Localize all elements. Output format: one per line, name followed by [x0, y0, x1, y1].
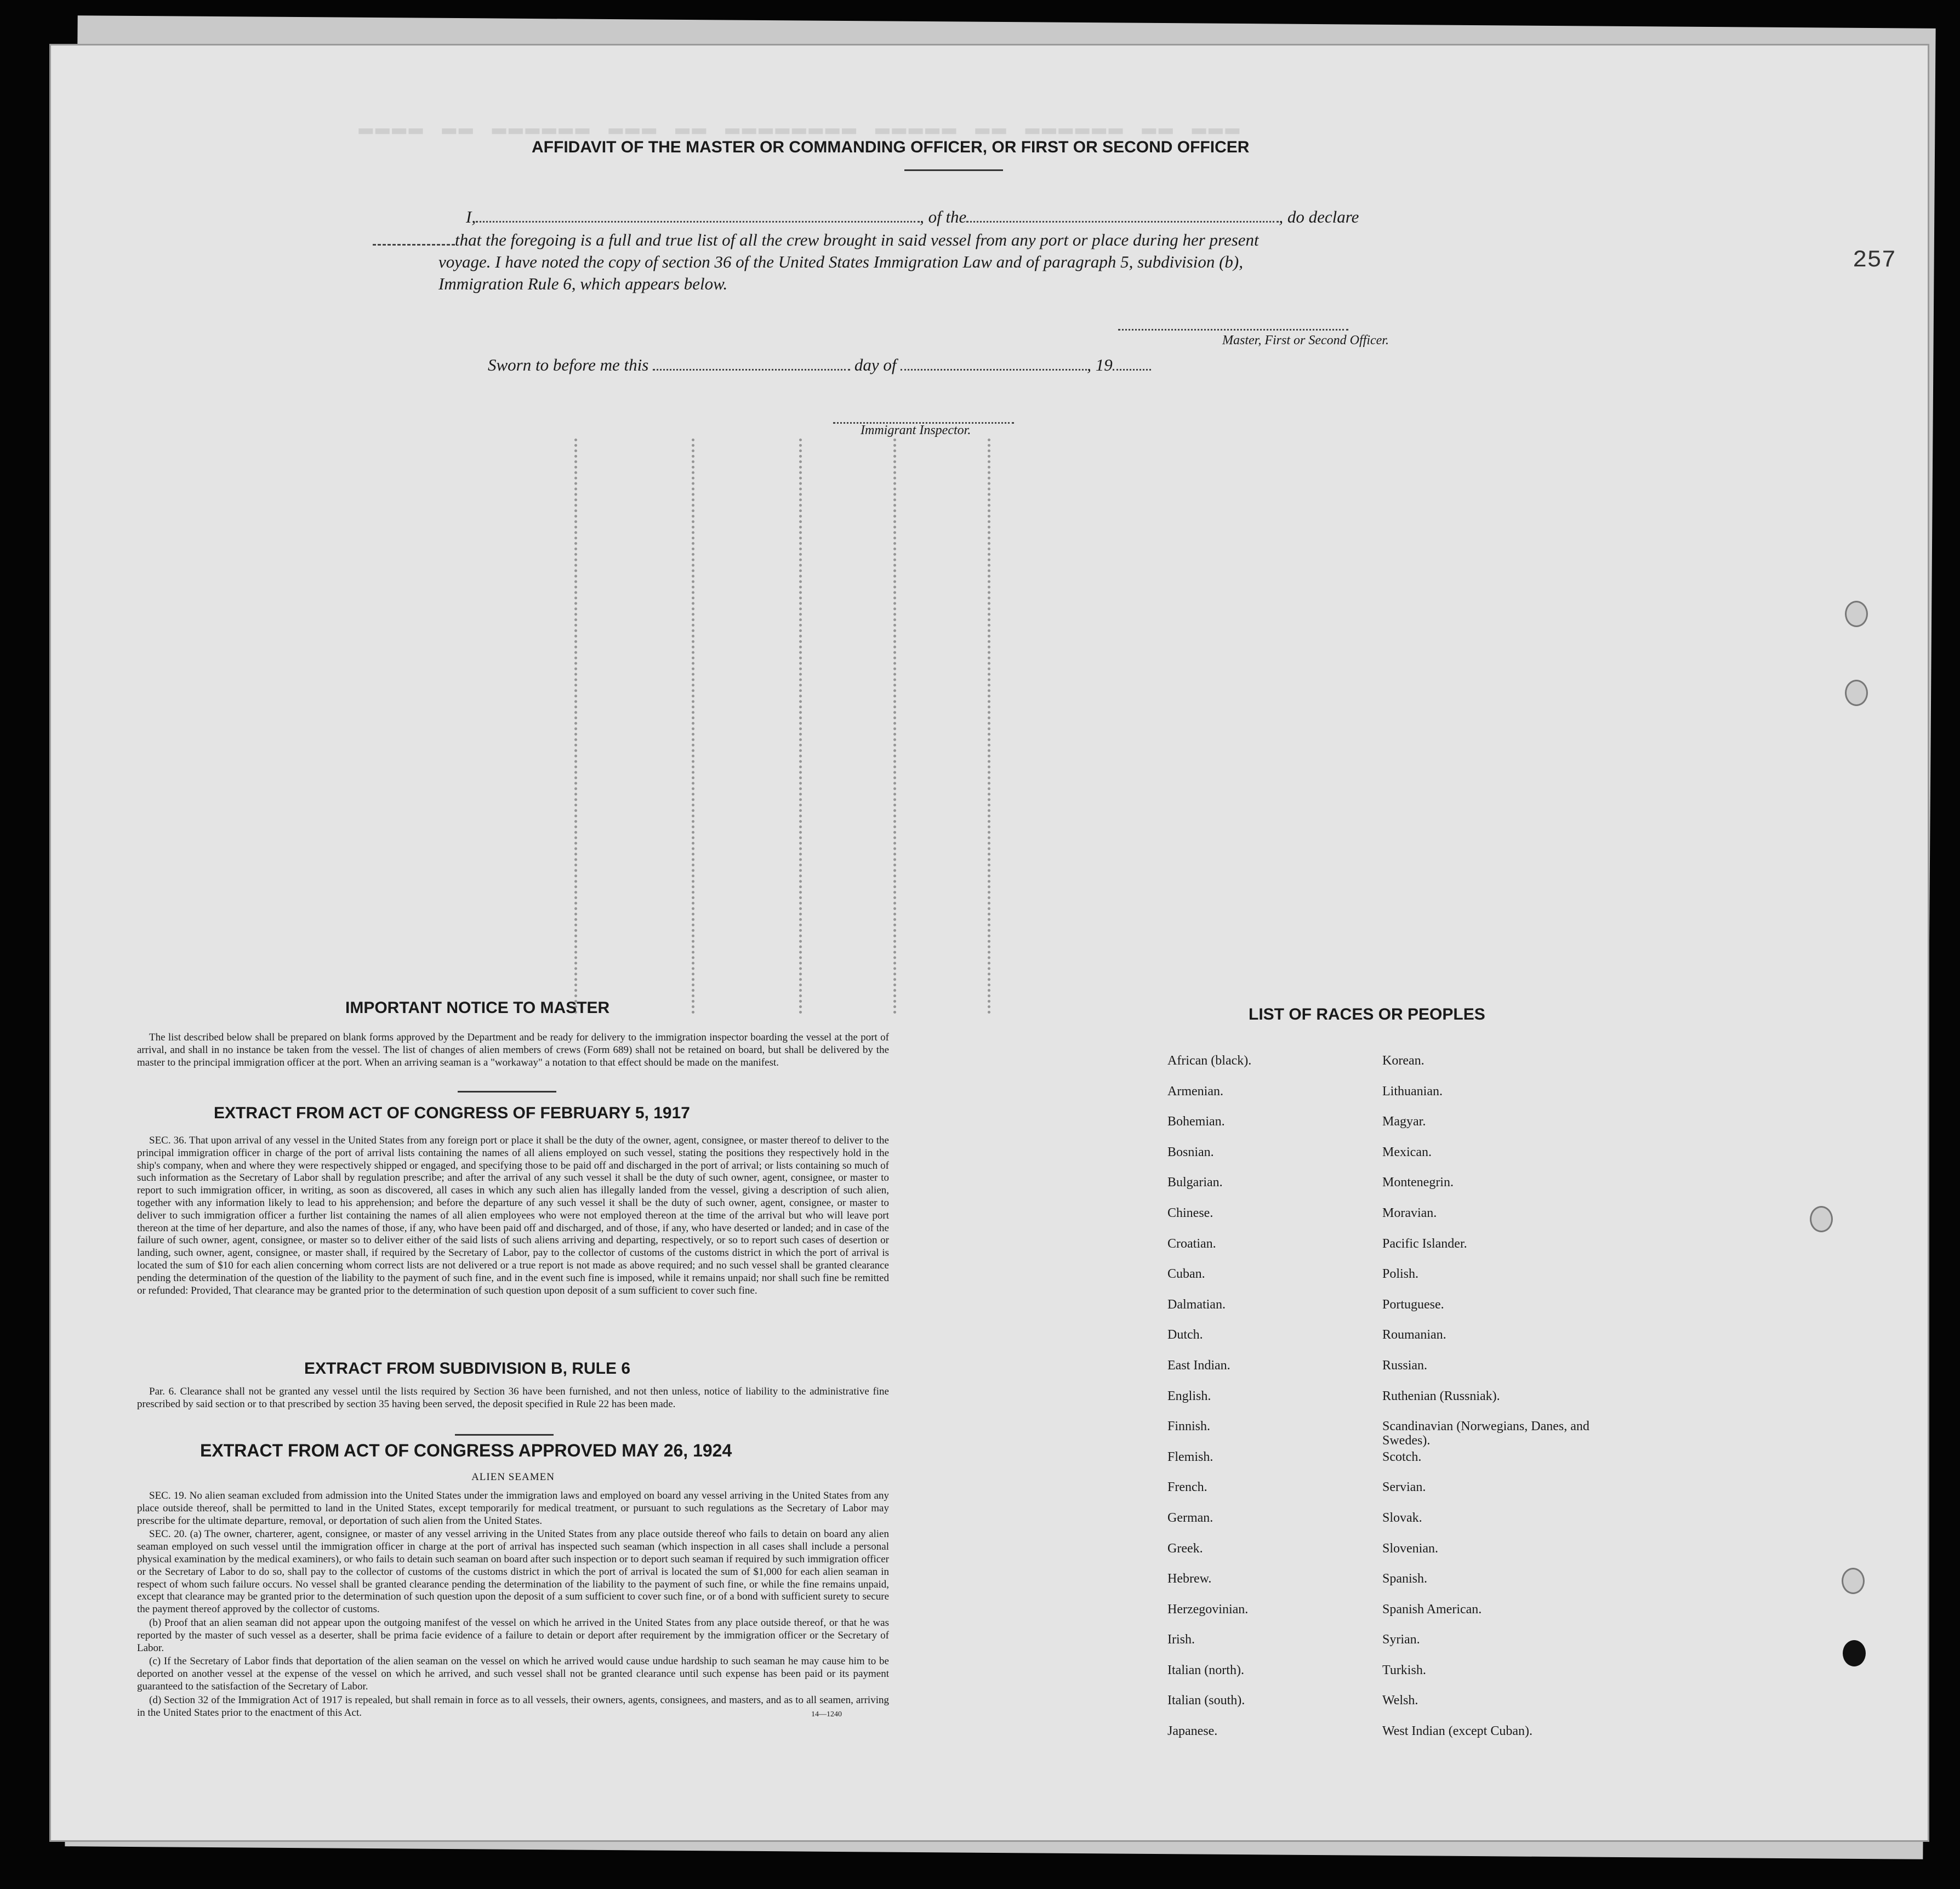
race-item: Spanish American.	[1382, 1602, 1482, 1617]
race-item: Herzegovinian.	[1167, 1602, 1249, 1617]
race-item: Syrian.	[1382, 1632, 1420, 1647]
race-item: Irish.	[1167, 1632, 1195, 1647]
race-item: Flemish.	[1167, 1449, 1213, 1464]
race-item: Armenian.	[1167, 1084, 1223, 1099]
manifest-back-page	[49, 44, 1929, 1842]
race-item: Italian (north).	[1167, 1663, 1244, 1677]
affidavit-of-the: , of the	[920, 207, 967, 226]
extract-1917-text: SEC. 36. That upon arrival of any vessel in the United States from any foreign port or place it shall be the duty of the owner, agent, consignee, or master thereof to deliver to the principal immigration officer in charge of the port of arrival lists containing the names of all aliens employed on such vessel, stating the positions they respectively hold in the ship's company, when and where they were respectively shipped or engaged, and specifying those to be paid off and discharged in the port of arrival; or lists containing so much of such information as the Secretary of Labor shall by regulation prescribe; and after the arrival of any such vessel it shall be the duty of such owner, agent, consignee, or master to report to such immigration officer, in writing, as soon as discovered, all cases in which any such alien has illegally landed from the vessel, giving a description of such alien, together with any information likely to lead to his apprehension; and before the departure of any such vessel it shall be the duty of such owner, agent, consignee, or master to deliver to such immigration officer a further list containing the names of all alien employees who were not employed thereon at the time of the arrival but who will leave port thereon at the time of her departure, and also the names of those, if any, who have been paid off and discharged, and of those, if any, who have deserted or landed; and in case of the failure of such owner, agent, consignee, or master so to deliver either of the said lists of such aliens arriving and departing, respectively, or so to report such cases of desertion or landing, such owner, agent, consignee, or master shall, if required by the Secretary of Labor, pay to the collector of customs of the customs district in which the port of arrival is located the sum of $10 for each alien concerning whom correct lists are not delivered or a true report is not made as above required; and no such vessel shall be granted clearance pending the determination of the question of the liability to the payment of such fine, and in the event such fine is imposed, while it remains unpaid; nor shall such fine be remitted or refunded: Provided, That clearance may be granted prior to the determination of such question upon deposit of a sum sufficient to cover such fine.	[137, 1135, 889, 1296]
race-item: Chinese.	[1167, 1205, 1213, 1220]
race-item: Italian (south).	[1167, 1693, 1245, 1708]
race-item: Spanish.	[1382, 1572, 1428, 1586]
affidavit-line4: Immigration Rule 6, which appears below.	[438, 274, 728, 293]
race-item: Dalmatian.	[1167, 1297, 1226, 1312]
punch-hole	[1845, 680, 1868, 706]
race-item: Mexican.	[1382, 1145, 1432, 1159]
affidavit-line2: that the foregoing is a full and true list of all the crew brought in said vessel from any port or place during her present	[373, 230, 1259, 250]
rule6-divider	[455, 1434, 554, 1436]
race-item: Magyar.	[1382, 1114, 1426, 1129]
signature-line	[1118, 329, 1348, 331]
race-item: African (black).	[1167, 1054, 1252, 1068]
race-item: Ruthenian (Russniak).	[1382, 1389, 1500, 1403]
affidavit-title: AFFIDAVIT OF THE MASTER OR COMMANDING OFFICER, OR FIRST OR SECOND OFFICER	[532, 138, 1250, 156]
bleed-through-column-rule	[893, 439, 896, 1014]
race-item: Roumanian.	[1382, 1328, 1446, 1342]
race-item: East Indian.	[1167, 1358, 1230, 1373]
race-item: Dutch.	[1167, 1328, 1203, 1342]
affidavit-line3: voyage. I have noted the copy of section 36 of the United States Immigration Law and of paragraph 5, subdivision (b),	[438, 252, 1243, 271]
race-item: Welsh.	[1382, 1693, 1418, 1708]
sec-20a: SEC. 20. (a) The owner, charterer, agent, consignee, or master of any vessel arriving in the United States from any place outside thereof who fails to detain on board any alien seaman employed on such vessel until the immigration officer in charge at the port of arrival has inspected such seaman (which inspection in all cases shall include a personal physical examination by the medical examiners), or who fails to detain such seaman on board after such inspection or to deport such seaman if required by such immigration officer or the Secretary of Labor to do so, shall pay to the collector of customs of the customs district in which the port of arrival is located the sum of $1,000 for each alien seaman in respect of whom such failure occurs. No vessel shall be granted clearance pending the determination of the liability to the payment of such fine, or while the fine remains unpaid, except that clearance may be granted prior to the determination of such question upon the deposit of a sum sufficient to cover such fine, or of a bond with sufficient surety to secure the payment thereof approved by the collector of customs.	[137, 1528, 889, 1615]
affidavit-title-rule	[904, 169, 1003, 171]
race-item: Moravian.	[1382, 1205, 1437, 1220]
extract-1924-text	[137, 1490, 889, 1720]
bleed-through-header: ▬▬▬ ▬▬ ▬▬▬▬▬▬ ▬▬ ▬▬▬▬▬ ▬▬▬▬▬▬▬▬ ▬▬ ▬▬▬ ▬▬▬▬▬▬ ▬▬ ▬▬▬▬	[356, 115, 1240, 143]
race-item: German.	[1167, 1510, 1213, 1525]
race-item: Japanese.	[1167, 1724, 1218, 1739]
extract-1924-subtitle: ALIEN SEAMEN	[471, 1471, 555, 1483]
race-item: Servian.	[1382, 1480, 1426, 1495]
extract-rule6-text: Par. 6. Clearance shall not be granted any vessel until the lists required by Section 36 have been furnished, and not then unless, notice of liability to the administrative fine prescribed by said section or to that prescribed by section 35 having been served, the deposit specified in Rule 22 has been made.	[137, 1386, 889, 1410]
form-number: 14—1240	[811, 1710, 842, 1719]
bleed-through-column-rule	[574, 439, 577, 1014]
race-item: Montenegrin.	[1382, 1175, 1454, 1190]
race-item: Bosnian.	[1167, 1145, 1214, 1159]
race-item: Scotch.	[1382, 1449, 1422, 1464]
page-number: 257	[1853, 247, 1896, 274]
race-item: Portuguese.	[1382, 1297, 1444, 1312]
affidavit-i: I,	[466, 207, 476, 226]
notice-title: IMPORTANT NOTICE TO MASTER	[345, 999, 610, 1017]
race-item: Bohemian.	[1167, 1114, 1225, 1129]
race-item: English.	[1167, 1389, 1211, 1403]
notice-text: The list described below shall be prepared on blank forms approved by the Department and be ready for delivery to the immigration inspector boarding the vessel at the port of arrival, and shall in no instance be taken from the vessel. The list of changes of alien members of crews (Form 689) shall not be retained on board, but shall be delivered by the master to the principal immigration officer at the port. When an arriving seaman is a "workaway" a notation to that effect should be made on the manifest.	[137, 1032, 889, 1068]
race-item: Lithuanian.	[1382, 1084, 1443, 1099]
extract-rule6-title: EXTRACT FROM SUBDIVISION B, RULE 6	[304, 1359, 631, 1378]
races-left-column	[1167, 1054, 1348, 1755]
bleed-through-column-rule	[799, 439, 802, 1014]
race-item: West Indian (except Cuban).	[1382, 1724, 1532, 1739]
extract-1924-title: EXTRACT FROM ACT OF CONGRESS APPROVED MAY 26, 1924	[200, 1441, 732, 1460]
race-item: Pacific Islander.	[1382, 1236, 1467, 1251]
race-item: Scandinavian (Norwegians, Danes, and Swedes).	[1382, 1419, 1589, 1448]
affidavit-declare: , do declare	[1279, 207, 1359, 226]
sec-20d: (d) Section 32 of the Immigration Act of 1917 is repealed, but shall remain in force as to all vessels, their owners, agents, consignees, and masters, and as to all seamen, arriving in the United States prior to the enactment of this Act.	[137, 1694, 889, 1719]
race-item: Korean.	[1382, 1054, 1425, 1068]
sworn-line: Sworn to before me this day of , 19	[488, 355, 1151, 375]
sec-20b: (b) Proof that an alien seaman did not appear upon the outgoing manifest of the vessel on which he arrived in the United States from any place outside thereof, or that he was reported by the master of such vessel as a deserter, shall be prima facie evidence of a failure to detain or deport after requirement by the immigration officer or the Secretary of Labor.	[137, 1617, 889, 1654]
race-item: Polish.	[1382, 1267, 1419, 1282]
signature-caption: Master, First or Second Officer.	[1222, 333, 1389, 348]
sec-19: SEC. 19. No alien seaman excluded from admission into the United States under the immigration laws and employed on board any vessel arriving in the United States from any place outside thereof, shall be permitted to land in the United States, except temporarily for medical treatment, or pursuant to such regulations as the Secretary of Labor may prescribe for the ultimate departure, removal, or deportation of such alien from the United States.	[137, 1490, 889, 1527]
races-right-column	[1382, 1054, 1613, 1755]
bleed-through-column-rule	[988, 439, 990, 1014]
race-item: Russian.	[1382, 1358, 1428, 1373]
race-item: Croatian.	[1167, 1236, 1216, 1251]
race-item: Turkish.	[1382, 1663, 1426, 1677]
race-item: Greek.	[1167, 1541, 1203, 1556]
extract-1917-title: EXTRACT FROM ACT OF CONGRESS OF FEBRUARY 5, 1917	[214, 1104, 690, 1122]
race-item: Slovenian.	[1382, 1541, 1438, 1556]
race-item: Cuban.	[1167, 1267, 1205, 1282]
punch-hole	[1845, 601, 1868, 627]
sec-20c: (c) If the Secretary of Labor finds that deportation of the alien seaman on the vessel on which he arrived would cause undue hardship to such seaman he may cause him to be deported on another vessel at the expense of the vessel on which he arrived, and such vessel shall not be granted clearance until such expense has been paid or its payment guaranteed to the satisfaction of the Secretary of Labor.	[137, 1655, 889, 1692]
notice-divider	[458, 1091, 556, 1093]
punch-hole	[1843, 1640, 1866, 1666]
race-item: Hebrew.	[1167, 1572, 1212, 1586]
bleed-through-column-rule	[692, 439, 694, 1014]
race-item: Bulgarian.	[1167, 1175, 1223, 1190]
affidavit-line1	[466, 207, 1359, 227]
races-title: LIST OF RACES OR PEOPLES	[1249, 1005, 1485, 1023]
punch-hole	[1842, 1568, 1865, 1594]
inspector-caption: Immigrant Inspector.	[861, 423, 971, 437]
race-item: Slovak.	[1382, 1510, 1422, 1525]
race-item: French.	[1167, 1480, 1207, 1495]
punch-hole	[1810, 1206, 1833, 1232]
race-item: Finnish.	[1167, 1419, 1211, 1434]
